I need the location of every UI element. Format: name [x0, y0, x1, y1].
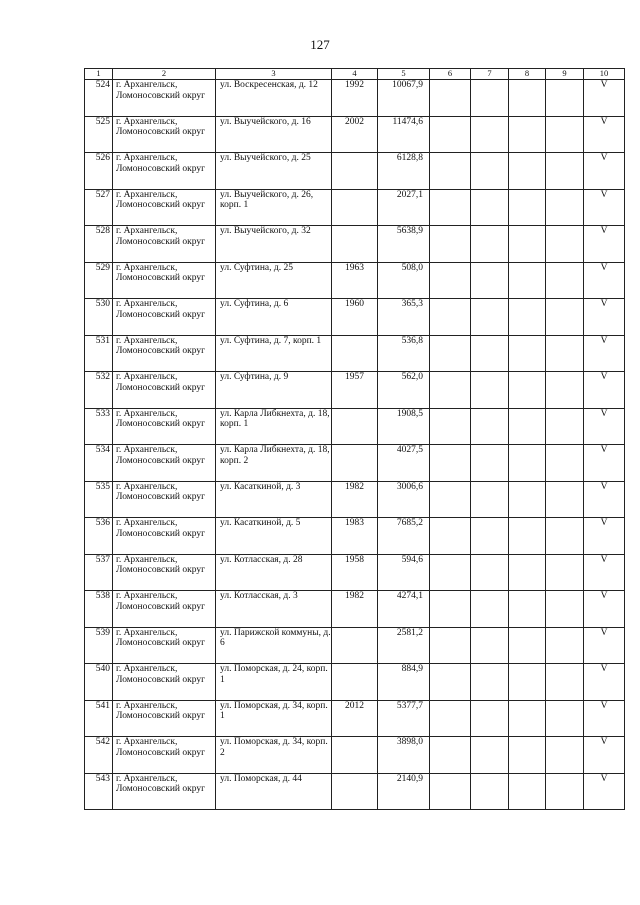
- empty-cell: [430, 372, 471, 409]
- empty-cell: [430, 445, 471, 482]
- street-address: ул. Суфтина, д. 6: [216, 299, 332, 336]
- housing-registry-table: [84, 68, 625, 810]
- table-row: [85, 700, 625, 737]
- empty-cell: [509, 189, 546, 226]
- empty-cell: [430, 335, 471, 372]
- city-district: г. Архангельск, Ломоносовский округ: [113, 518, 216, 555]
- street-address: ул. Карла Либкнехта, д. 18, корп. 2: [216, 445, 332, 482]
- city-district: г. Архангельск, Ломоносовский округ: [113, 262, 216, 299]
- column-number: 7: [471, 69, 509, 80]
- street-address: ул. Поморская, д. 34, корп. 2: [216, 737, 332, 774]
- column-number-row: [85, 69, 625, 80]
- empty-cell: [509, 299, 546, 336]
- empty-cell: [471, 299, 509, 336]
- check-mark: V: [584, 335, 625, 372]
- construction-year: 1992: [332, 80, 378, 117]
- table-row: [85, 408, 625, 445]
- check-mark: V: [584, 554, 625, 591]
- check-mark: V: [584, 737, 625, 774]
- construction-year: 1982: [332, 591, 378, 628]
- total-area: 5638,9: [378, 226, 430, 263]
- empty-cell: [430, 518, 471, 555]
- column-number: 9: [546, 69, 584, 80]
- construction-year: [332, 189, 378, 226]
- table-row: [85, 481, 625, 518]
- empty-cell: [509, 627, 546, 664]
- empty-cell: [471, 153, 509, 190]
- row-number: 524: [85, 80, 113, 117]
- column-number: 3: [216, 69, 332, 80]
- empty-cell: [471, 627, 509, 664]
- empty-cell: [546, 153, 584, 190]
- empty-cell: [471, 773, 509, 810]
- empty-cell: [546, 700, 584, 737]
- empty-cell: [546, 664, 584, 701]
- row-number: 538: [85, 591, 113, 628]
- row-number: 526: [85, 153, 113, 190]
- total-area: 365,3: [378, 299, 430, 336]
- row-number: 542: [85, 737, 113, 774]
- empty-cell: [509, 737, 546, 774]
- empty-cell: [509, 700, 546, 737]
- empty-cell: [430, 153, 471, 190]
- city-district: г. Архангельск, Ломоносовский округ: [113, 773, 216, 810]
- empty-cell: [509, 591, 546, 628]
- empty-cell: [471, 335, 509, 372]
- row-number: 543: [85, 773, 113, 810]
- empty-cell: [546, 408, 584, 445]
- empty-cell: [509, 226, 546, 263]
- check-mark: V: [584, 299, 625, 336]
- construction-year: 1958: [332, 554, 378, 591]
- street-address: ул. Выучейского, д. 25: [216, 153, 332, 190]
- empty-cell: [430, 773, 471, 810]
- empty-cell: [430, 554, 471, 591]
- check-mark: V: [584, 153, 625, 190]
- empty-cell: [430, 627, 471, 664]
- city-district: г. Архангельск, Ломоносовский округ: [113, 445, 216, 482]
- empty-cell: [546, 299, 584, 336]
- empty-cell: [546, 518, 584, 555]
- table-row: [85, 518, 625, 555]
- total-area: 2581,2: [378, 627, 430, 664]
- empty-cell: [546, 335, 584, 372]
- empty-cell: [471, 737, 509, 774]
- total-area: 884,9: [378, 664, 430, 701]
- table-row: [85, 591, 625, 628]
- row-number: 536: [85, 518, 113, 555]
- empty-cell: [430, 700, 471, 737]
- empty-cell: [471, 700, 509, 737]
- total-area: 10067,9: [378, 80, 430, 117]
- empty-cell: [546, 554, 584, 591]
- empty-cell: [430, 481, 471, 518]
- city-district: г. Архангельск, Ломоносовский округ: [113, 408, 216, 445]
- city-district: г. Архангельск, Ломоносовский округ: [113, 189, 216, 226]
- street-address: ул. Котласская, д. 28: [216, 554, 332, 591]
- street-address: ул. Воскресенская, д. 12: [216, 80, 332, 117]
- street-address: ул. Котласская, д. 3: [216, 591, 332, 628]
- construction-year: [332, 408, 378, 445]
- row-number: 532: [85, 372, 113, 409]
- construction-year: 2002: [332, 116, 378, 153]
- street-address: ул. Суфтина, д. 25: [216, 262, 332, 299]
- total-area: 3898,0: [378, 737, 430, 774]
- column-number: 5: [378, 69, 430, 80]
- row-number: 541: [85, 700, 113, 737]
- table-row: [85, 116, 625, 153]
- empty-cell: [471, 262, 509, 299]
- empty-cell: [509, 335, 546, 372]
- table-body: [85, 80, 625, 810]
- city-district: г. Архангельск, Ломоносовский округ: [113, 664, 216, 701]
- city-district: г. Архангельск, Ломоносовский округ: [113, 153, 216, 190]
- empty-cell: [509, 80, 546, 117]
- construction-year: [332, 773, 378, 810]
- city-district: г. Архангельск, Ломоносовский округ: [113, 226, 216, 263]
- construction-year: 1983: [332, 518, 378, 555]
- empty-cell: [546, 262, 584, 299]
- check-mark: V: [584, 700, 625, 737]
- empty-cell: [509, 554, 546, 591]
- empty-cell: [430, 664, 471, 701]
- empty-cell: [509, 372, 546, 409]
- empty-cell: [471, 226, 509, 263]
- column-number: 2: [113, 69, 216, 80]
- city-district: г. Архангельск, Ломоносовский округ: [113, 299, 216, 336]
- total-area: 4274,1: [378, 591, 430, 628]
- row-number: 537: [85, 554, 113, 591]
- row-number: 525: [85, 116, 113, 153]
- empty-cell: [471, 189, 509, 226]
- table-row: [85, 153, 625, 190]
- empty-cell: [509, 408, 546, 445]
- empty-cell: [546, 116, 584, 153]
- total-area: 7685,2: [378, 518, 430, 555]
- check-mark: V: [584, 481, 625, 518]
- street-address: ул. Суфтина, д. 7, корп. 1: [216, 335, 332, 372]
- row-number: 530: [85, 299, 113, 336]
- empty-cell: [430, 737, 471, 774]
- row-number: 529: [85, 262, 113, 299]
- table-row: [85, 445, 625, 482]
- empty-cell: [546, 627, 584, 664]
- city-district: г. Архангельск, Ломоносовский округ: [113, 737, 216, 774]
- street-address: ул. Поморская, д. 44: [216, 773, 332, 810]
- table-row: [85, 737, 625, 774]
- check-mark: V: [584, 262, 625, 299]
- construction-year: [332, 664, 378, 701]
- total-area: 2027,1: [378, 189, 430, 226]
- construction-year: 2012: [332, 700, 378, 737]
- empty-cell: [546, 591, 584, 628]
- column-number: 1: [85, 69, 113, 80]
- total-area: 6128,8: [378, 153, 430, 190]
- construction-year: [332, 226, 378, 263]
- empty-cell: [430, 226, 471, 263]
- empty-cell: [546, 737, 584, 774]
- construction-year: [332, 737, 378, 774]
- street-address: ул. Выучейского, д. 26, корп. 1: [216, 189, 332, 226]
- empty-cell: [546, 445, 584, 482]
- empty-cell: [430, 262, 471, 299]
- empty-cell: [509, 518, 546, 555]
- column-number: 6: [430, 69, 471, 80]
- empty-cell: [546, 80, 584, 117]
- empty-cell: [471, 116, 509, 153]
- check-mark: V: [584, 664, 625, 701]
- row-number: 528: [85, 226, 113, 263]
- empty-cell: [471, 372, 509, 409]
- row-number: 531: [85, 335, 113, 372]
- city-district: г. Архангельск, Ломоносовский округ: [113, 80, 216, 117]
- empty-cell: [430, 80, 471, 117]
- city-district: г. Архангельск, Ломоносовский округ: [113, 554, 216, 591]
- total-area: 4027,5: [378, 445, 430, 482]
- total-area: 594,6: [378, 554, 430, 591]
- total-area: 2140,9: [378, 773, 430, 810]
- street-address: ул. Поморская, д. 24, корп. 1: [216, 664, 332, 701]
- construction-year: 1957: [332, 372, 378, 409]
- empty-cell: [430, 299, 471, 336]
- empty-cell: [471, 445, 509, 482]
- empty-cell: [509, 773, 546, 810]
- total-area: 562,0: [378, 372, 430, 409]
- street-address: ул. Парижской коммуны, д. 6: [216, 627, 332, 664]
- check-mark: V: [584, 773, 625, 810]
- empty-cell: [509, 445, 546, 482]
- table-row: [85, 226, 625, 263]
- check-mark: V: [584, 518, 625, 555]
- construction-year: [332, 445, 378, 482]
- street-address: ул. Выучейского, д. 16: [216, 116, 332, 153]
- page-number: 127: [310, 37, 330, 52]
- construction-year: [332, 627, 378, 664]
- street-address: ул. Карла Либкнехта, д. 18, корп. 1: [216, 408, 332, 445]
- total-area: 3006,6: [378, 481, 430, 518]
- table-row: [85, 773, 625, 810]
- table-row: [85, 80, 625, 117]
- table-row: [85, 372, 625, 409]
- column-number: 10: [584, 69, 625, 80]
- empty-cell: [509, 153, 546, 190]
- table-row: [85, 299, 625, 336]
- city-district: г. Архангельск, Ломоносовский округ: [113, 481, 216, 518]
- check-mark: V: [584, 372, 625, 409]
- row-number: 534: [85, 445, 113, 482]
- construction-year: [332, 335, 378, 372]
- street-address: ул. Выучейского, д. 32: [216, 226, 332, 263]
- check-mark: V: [584, 80, 625, 117]
- empty-cell: [471, 591, 509, 628]
- check-mark: V: [584, 226, 625, 263]
- empty-cell: [430, 189, 471, 226]
- check-mark: V: [584, 445, 625, 482]
- street-address: ул. Поморская, д. 34, корп. 1: [216, 700, 332, 737]
- check-mark: V: [584, 591, 625, 628]
- empty-cell: [471, 664, 509, 701]
- empty-cell: [430, 591, 471, 628]
- construction-year: 1982: [332, 481, 378, 518]
- city-district: г. Архангельск, Ломоносовский округ: [113, 591, 216, 628]
- row-number: 540: [85, 664, 113, 701]
- row-number: 539: [85, 627, 113, 664]
- city-district: г. Архангельск, Ломоносовский округ: [113, 335, 216, 372]
- check-mark: V: [584, 189, 625, 226]
- total-area: 5377,7: [378, 700, 430, 737]
- table-row: [85, 189, 625, 226]
- check-mark: V: [584, 408, 625, 445]
- total-area: 536,8: [378, 335, 430, 372]
- empty-cell: [471, 408, 509, 445]
- column-number: 8: [509, 69, 546, 80]
- empty-cell: [471, 554, 509, 591]
- empty-cell: [509, 262, 546, 299]
- empty-cell: [471, 80, 509, 117]
- table-row: [85, 335, 625, 372]
- city-district: г. Архангельск, Ломоносовский округ: [113, 372, 216, 409]
- empty-cell: [509, 481, 546, 518]
- street-address: ул. Касаткиной, д. 3: [216, 481, 332, 518]
- check-mark: V: [584, 627, 625, 664]
- city-district: г. Архангельск, Ломоносовский округ: [113, 700, 216, 737]
- table-row: [85, 664, 625, 701]
- total-area: 1908,5: [378, 408, 430, 445]
- total-area: 11474,6: [378, 116, 430, 153]
- check-mark: V: [584, 116, 625, 153]
- table-row: [85, 554, 625, 591]
- table-row: [85, 627, 625, 664]
- city-district: г. Архангельск, Ломоносовский округ: [113, 627, 216, 664]
- construction-year: [332, 153, 378, 190]
- empty-cell: [430, 116, 471, 153]
- construction-year: 1960: [332, 299, 378, 336]
- total-area: 508,0: [378, 262, 430, 299]
- row-number: 527: [85, 189, 113, 226]
- table-row: [85, 262, 625, 299]
- street-address: ул. Касаткиной, д. 5: [216, 518, 332, 555]
- empty-cell: [430, 408, 471, 445]
- empty-cell: [546, 773, 584, 810]
- column-number: 4: [332, 69, 378, 80]
- empty-cell: [546, 372, 584, 409]
- empty-cell: [471, 481, 509, 518]
- street-address: ул. Суфтина, д. 9: [216, 372, 332, 409]
- row-number: 535: [85, 481, 113, 518]
- construction-year: 1963: [332, 262, 378, 299]
- city-district: г. Архангельск, Ломоносовский округ: [113, 116, 216, 153]
- empty-cell: [471, 518, 509, 555]
- empty-cell: [546, 226, 584, 263]
- empty-cell: [546, 481, 584, 518]
- row-number: 533: [85, 408, 113, 445]
- empty-cell: [546, 189, 584, 226]
- empty-cell: [509, 664, 546, 701]
- empty-cell: [509, 116, 546, 153]
